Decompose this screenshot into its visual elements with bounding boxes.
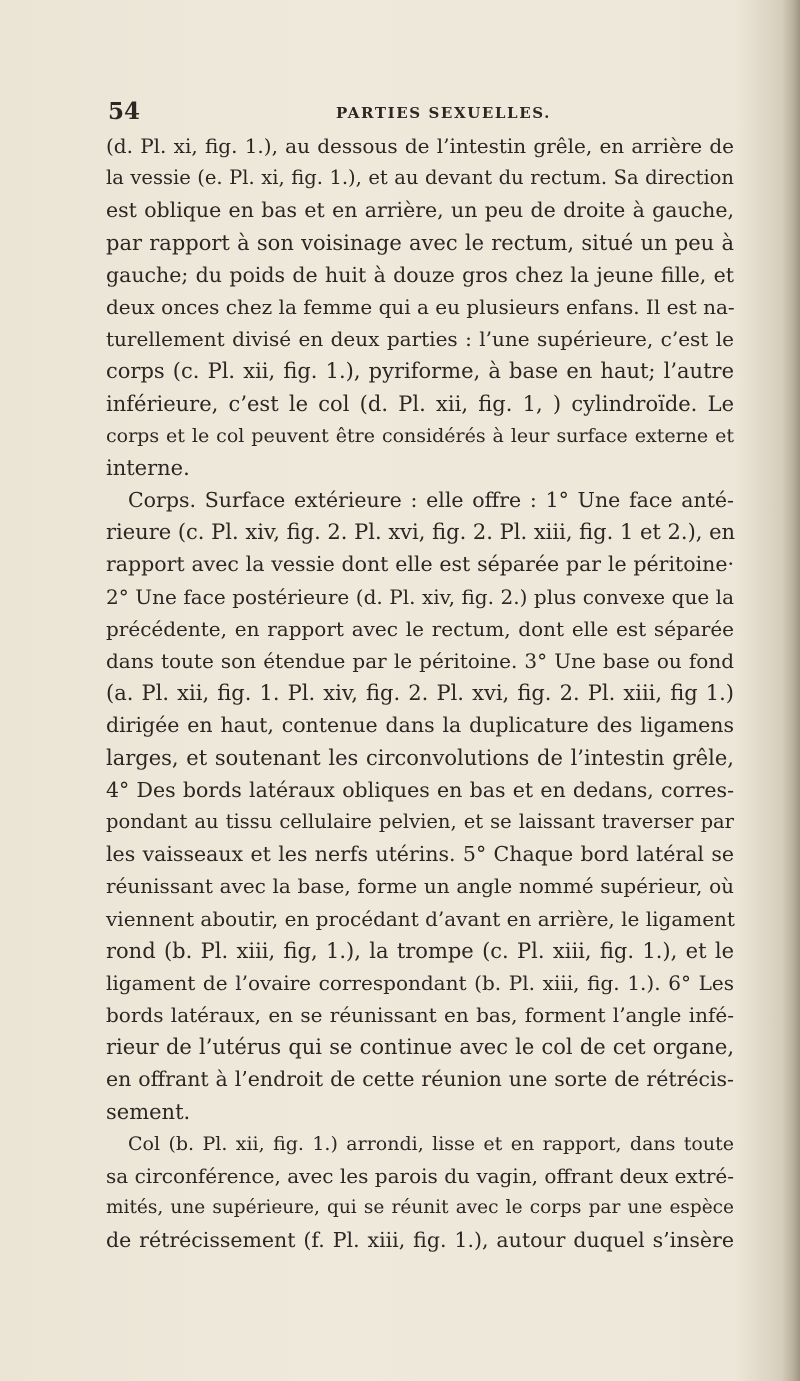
text-line: larges, et soutenant les circonvolutions de l’intestin grêle, [106,745,734,770]
text-line: en offrant à l’endroit de cette réunion une sorte de rétrécis- [106,1067,734,1092]
text-line: sement. [106,1099,191,1124]
text-line: 2° Une face postérieure (d. Pl. xiv, fig. 2.) plus convexe que la [106,584,734,609]
text-line: dirigée en haut, contenue dans la duplicature des ligamens [106,713,734,738]
text-line: 4° Des bords latéraux obliques en bas et en dedans, corres- [106,777,734,802]
text-line: ligament de l’ovaire correspondant (b. Pl. xiii, fig. 1.). 6° Les [106,970,734,995]
text-line: de rétrécissement (f. Pl. xiii, fig. 1.), autour duquel s’insère [106,1228,734,1253]
text-line: corps (c. Pl. xii, fig. 1.), pyriforme, à base en haut; l’autre [106,359,734,384]
text-line: interne. [106,455,190,480]
text-line: bords latéraux, en se réunissant en bas, forment l’angle infé- [106,1003,734,1028]
text-line: les vaisseaux et les nerfs utérins. 5° Chaque bord latéral se [106,842,734,867]
text-line: réunissant avec la base, forme un angle nommé supérieur, où [106,874,734,899]
text-line: rond (b. Pl. xiii, fig, 1.), la trompe (c. Pl. xiii, fig. 1.), et le [106,938,734,963]
text-line: mités, une supérieure, qui se réunit avec le corps par une espèce [106,1197,734,1219]
page-header [108,98,728,128]
text-line: (a. Pl. xii, fig. 1. Pl. xiv, fig. 2. Pl. xvi, fig. 2. Pl. xiii, fig 1.) [106,681,734,706]
text-line: la vessie (e. Pl. xi, fig. 1.), et au devant du rectum. Sa direction [106,166,734,190]
text-line: précédente, en rapport avec le rectum, dont elle est séparée [106,616,734,641]
text-line: dans toute son étendue par le péritoine. 3° Une base ou fond [106,649,734,673]
running-head: PARTIES SEXUELLES. [336,104,551,122]
text-line: corps et le col peuvent être considérés à leur surface externe et [106,424,734,447]
text-line: viennent aboutir, en procédant d’avant en arrière, le ligament [106,906,735,931]
text-line: rieure (c. Pl. xiv, fig. 2. Pl. xvi, fig. 2. Pl. xiii, fig. 1 et 2.), en [106,520,736,545]
page-edge-shadow [782,0,800,1381]
text-line: rieur de l’utérus qui se continue avec le col de cet organe, [106,1035,734,1060]
body-text [106,130,734,1257]
text-line: est oblique en bas et en arrière, un peu de droite à gauche, [106,198,734,223]
text-line: pondant au tissu cellulaire pelvien, et se laissant traverser par [106,809,734,833]
text-line: turellement divisé en deux parties : l’une supérieure, c’est le [106,327,734,352]
text-line: Col (b. Pl. xii, fig. 1.) arrondi, lisse et en rapport, dans toute [128,1132,734,1155]
text-line: Corps. Surface extérieure : elle offre : 1° Une face anté- [128,488,734,513]
text-line: inférieure, c’est le col (d. Pl. xii, fig. 1, ) cylindroïde. Le [106,391,734,416]
text-line: gauche; du poids de huit à douze gros chez la jeune fille, et [106,262,734,287]
text-line: sa circonférence, avec les parois du vagin, offrant deux extré- [106,1164,734,1188]
text-line: par rapport à son voisinage avec le rectum, situé un peu à [106,230,734,255]
page-number: 54 [108,98,141,125]
text-line: (d. Pl. xi, fig. 1.), au dessous de l’intestin grêle, en arrière de [106,134,734,158]
text-line: rapport avec la vessie dont elle est séparée par le péritoine· [106,552,734,577]
text-line: deux onces chez la femme qui a eu plusieurs enfans. Il est na- [106,294,735,319]
